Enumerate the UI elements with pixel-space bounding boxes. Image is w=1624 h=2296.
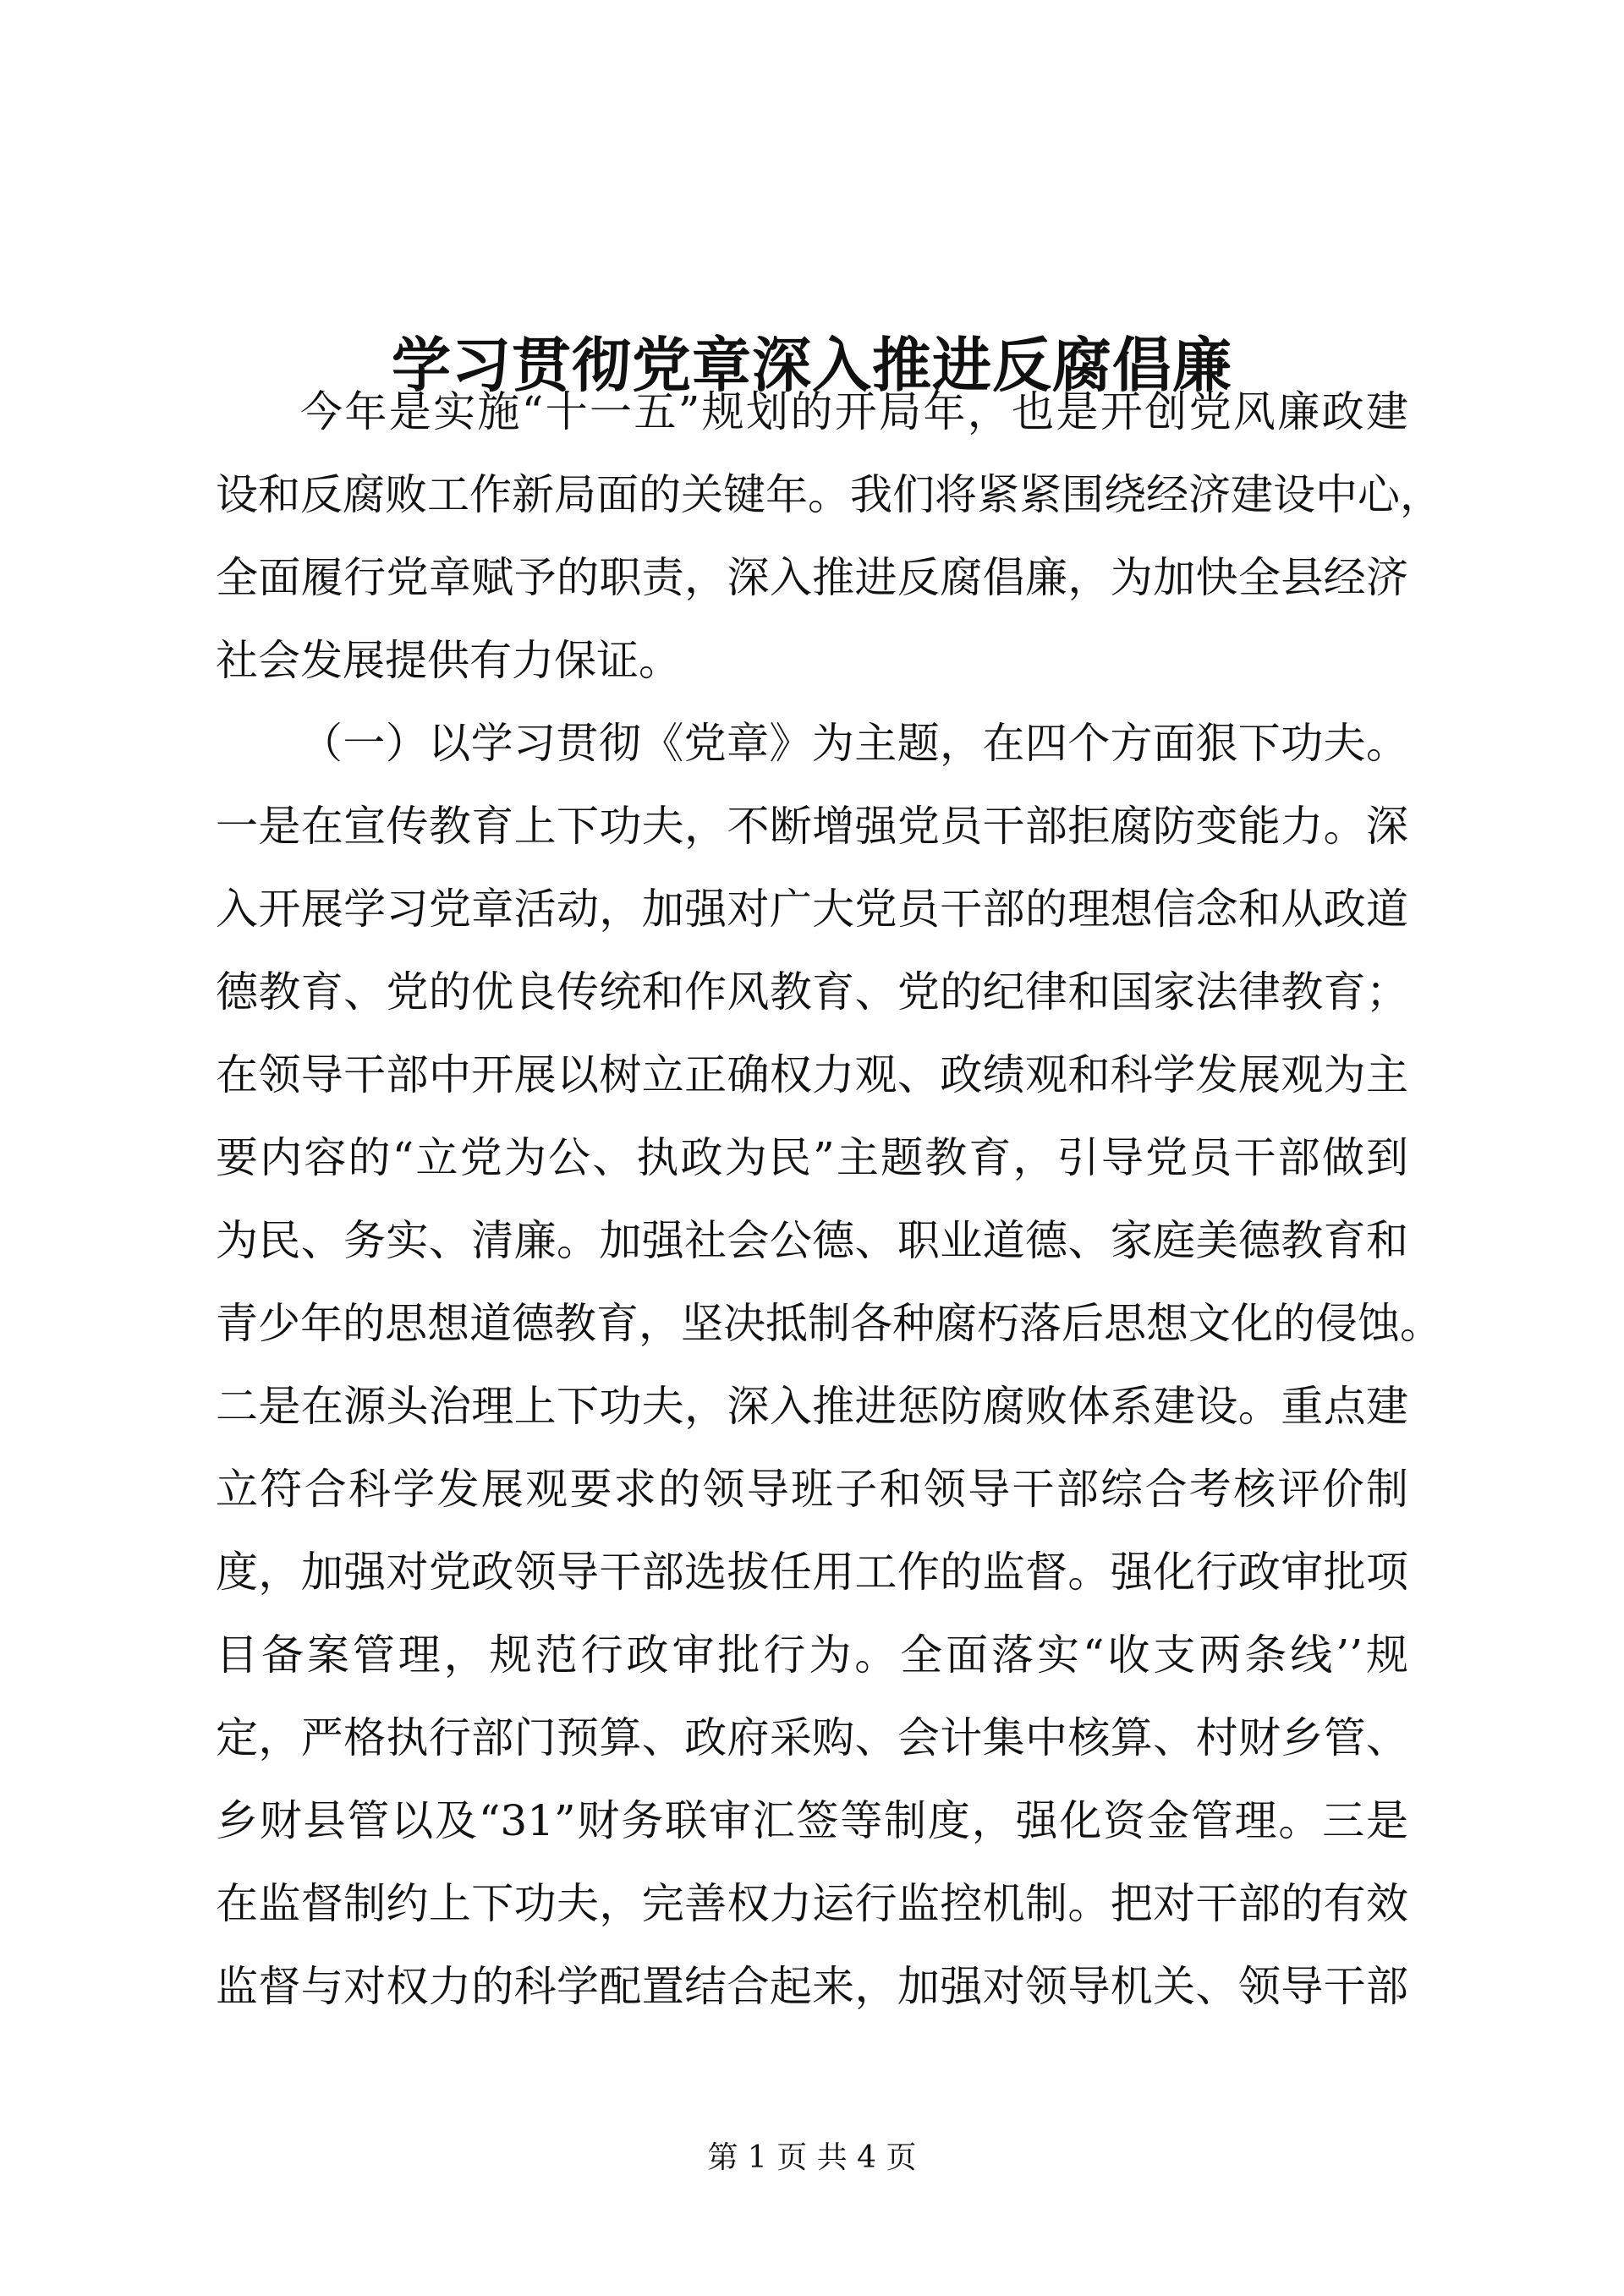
text-line: 今年是实施“十一五”规划的开局年，也是开创党风廉政建	[300, 387, 1408, 436]
text-line: 在领导干部中开展以树立正确权力观、政绩观和科学发展观为主	[216, 1050, 1408, 1099]
page-footer	[0, 2141, 1624, 2175]
text-line: 一是在宣传教育上下功夫，不断增强党员干部拒腐防变能力。深	[216, 802, 1408, 851]
text-line: 立符合科学发展观要求的领导班子和领导干部综合考核评价制	[216, 1465, 1408, 1514]
text-line: 在监督制约上下功夫，完善权力运行监控机制。把对干部的有效	[216, 1879, 1408, 1928]
text-line: 德教育、党的优良传统和作风教育、党的纪律和国家法律教育；	[216, 967, 1408, 1016]
text-line: 定，严格执行部门预算、政府采购、会计集中核算、村财乡管、	[216, 1713, 1408, 1762]
paragraph-section-one	[216, 702, 1442, 2028]
text-line: 青少年的思想道德教育，坚决抵制各种腐朽落后思想文化的侵蚀。	[216, 1299, 1442, 1348]
text-line: 二是在源头治理上下功夫，深入推进惩防腐败体系建设。重点建	[216, 1382, 1408, 1431]
text-line: 目备案管理，规范行政审批行为。全面落实“收支两条线’’规	[216, 1630, 1408, 1680]
paragraph-intro	[216, 370, 1442, 702]
text-line: 监督与对权力的科学配置结合起来，加强对领导机关、领导干部	[216, 1962, 1408, 2011]
text-line: 要内容的“立党为公、执政为民”主题教育，引导党员干部做到	[216, 1133, 1408, 1182]
text-line: 乡财县管以及“31”财务联审汇签等制度，强化资金管理。三是	[216, 1796, 1408, 1845]
text-line: 度，加强对党政领导干部选拔任用工作的监督。强化行政审批项	[216, 1548, 1408, 1597]
page-indicator: 第 1 页 共 4 页	[707, 2140, 917, 2175]
document-body	[216, 370, 1442, 2028]
text-line: 全面履行党章赋予的职责，深入推进反腐倡廉，为加快全县经济	[216, 553, 1408, 602]
text-line: 入开展学习党章活动，加强对广大党员干部的理想信念和从政道	[216, 885, 1408, 934]
text-line: 社会发展提供有力保证。	[216, 636, 681, 685]
text-line: 为民、务实、清廉。加强社会公德、职业道德、家庭美德教育和	[216, 1216, 1408, 1265]
text-line: （一）以学习贯彻《党章》为主题，在四个方面狠下功夫。	[300, 719, 1408, 768]
page-title: 学习贯彻党章深入推进反腐倡廉	[392, 329, 1232, 400]
text-line: 设和反腐败工作新局面的关键年。我们将紧紧围绕经济建设中心，	[216, 470, 1442, 519]
